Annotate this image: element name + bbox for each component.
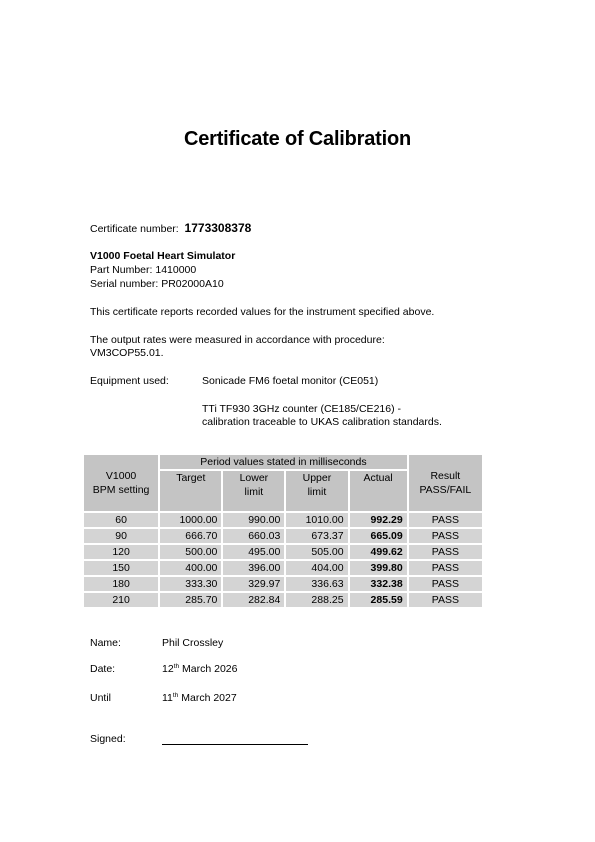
- header-upper-limit: Upper limit: [286, 471, 347, 511]
- cell-upper: 1010.00: [286, 513, 347, 527]
- cell-target: 500.00: [160, 545, 221, 559]
- cell-result: PASS: [409, 513, 482, 527]
- cell-bpm: 120: [84, 545, 158, 559]
- table-row: [84, 593, 482, 607]
- certificate-number-label: Certificate number:: [90, 223, 179, 235]
- certificate-statement: This certificate reports recorded values for the instrument specified above.: [90, 306, 435, 318]
- cell-target: 666.70: [160, 529, 221, 543]
- header-period-group: Period values stated in milliseconds: [160, 455, 406, 469]
- header-result: Result PASS/FAIL: [409, 455, 482, 511]
- until-label: Until: [90, 692, 112, 704]
- date-value: 12th March 2026: [162, 663, 238, 675]
- certificate-number-row: [90, 221, 251, 236]
- table-row: [84, 561, 482, 575]
- header-target: Target: [160, 471, 221, 511]
- cell-target: 1000.00: [160, 513, 221, 527]
- header-bpm-setting: V1000 BPM setting: [84, 455, 158, 511]
- certificate-number: 1773308378: [184, 221, 252, 235]
- cell-upper: 336.63: [286, 577, 347, 591]
- signed-label: Signed:: [90, 733, 126, 745]
- equipment-item-2-line-2: calibration traceable to UKAS calibration standards.: [202, 416, 442, 428]
- cell-target: 400.00: [160, 561, 221, 575]
- name-value: Phil Crossley: [162, 637, 224, 649]
- page-title: Certificate of Calibration: [183, 128, 412, 150]
- calibration-table: [82, 453, 484, 609]
- cell-upper: 288.25: [286, 593, 347, 607]
- cell-result: PASS: [409, 529, 482, 543]
- table-row: [84, 529, 482, 543]
- procedure-line-1: The output rates were measured in accordance with procedure:: [90, 334, 385, 346]
- cell-actual: 992.29: [350, 513, 407, 527]
- cell-lower: 396.00: [223, 561, 284, 575]
- cell-bpm: 90: [84, 529, 158, 543]
- cell-result: PASS: [409, 577, 482, 591]
- procedure-line-2: VM3COP55.01.: [90, 347, 164, 359]
- cell-lower: 495.00: [223, 545, 284, 559]
- cell-upper: 673.37: [286, 529, 347, 543]
- cell-bpm: 150: [84, 561, 158, 575]
- equipment-item-2-line-1: TTi TF930 3GHz counter (CE185/CE216) -: [202, 403, 401, 415]
- cell-bpm: 60: [84, 513, 158, 527]
- cell-result: PASS: [409, 593, 482, 607]
- cell-actual: 499.62: [350, 545, 407, 559]
- header-lower-limit: Lower limit: [223, 471, 284, 511]
- table-row: [84, 513, 482, 527]
- cell-lower: 282.84: [223, 593, 284, 607]
- signature-line: [162, 744, 308, 745]
- serial-number: Serial number: PR02000A10: [90, 278, 224, 290]
- cell-target: 333.30: [160, 577, 221, 591]
- until-value: 11th March 2027: [162, 692, 237, 704]
- cell-actual: 332.38: [350, 577, 407, 591]
- cell-bpm: 180: [84, 577, 158, 591]
- cell-upper: 404.00: [286, 561, 347, 575]
- cell-actual: 399.80: [350, 561, 407, 575]
- cell-lower: 660.03: [223, 529, 284, 543]
- table-row: [84, 577, 482, 591]
- equipment-item-1: Sonicade FM6 foetal monitor (CE051): [202, 375, 379, 387]
- table-row: [84, 545, 482, 559]
- equipment-label: Equipment used:: [90, 375, 169, 387]
- cell-actual: 285.59: [350, 593, 407, 607]
- cell-actual: 665.09: [350, 529, 407, 543]
- cell-result: PASS: [409, 561, 482, 575]
- header-actual: Actual: [350, 471, 407, 511]
- product-name: V1000 Foetal Heart Simulator: [90, 250, 236, 262]
- cell-upper: 505.00: [286, 545, 347, 559]
- cell-target: 285.70: [160, 593, 221, 607]
- name-label: Name:: [90, 637, 121, 649]
- cell-lower: 329.97: [223, 577, 284, 591]
- cell-bpm: 210: [84, 593, 158, 607]
- cell-lower: 990.00: [223, 513, 284, 527]
- cell-result: PASS: [409, 545, 482, 559]
- part-number: Part Number: 1410000: [90, 264, 197, 276]
- date-label: Date:: [90, 663, 116, 675]
